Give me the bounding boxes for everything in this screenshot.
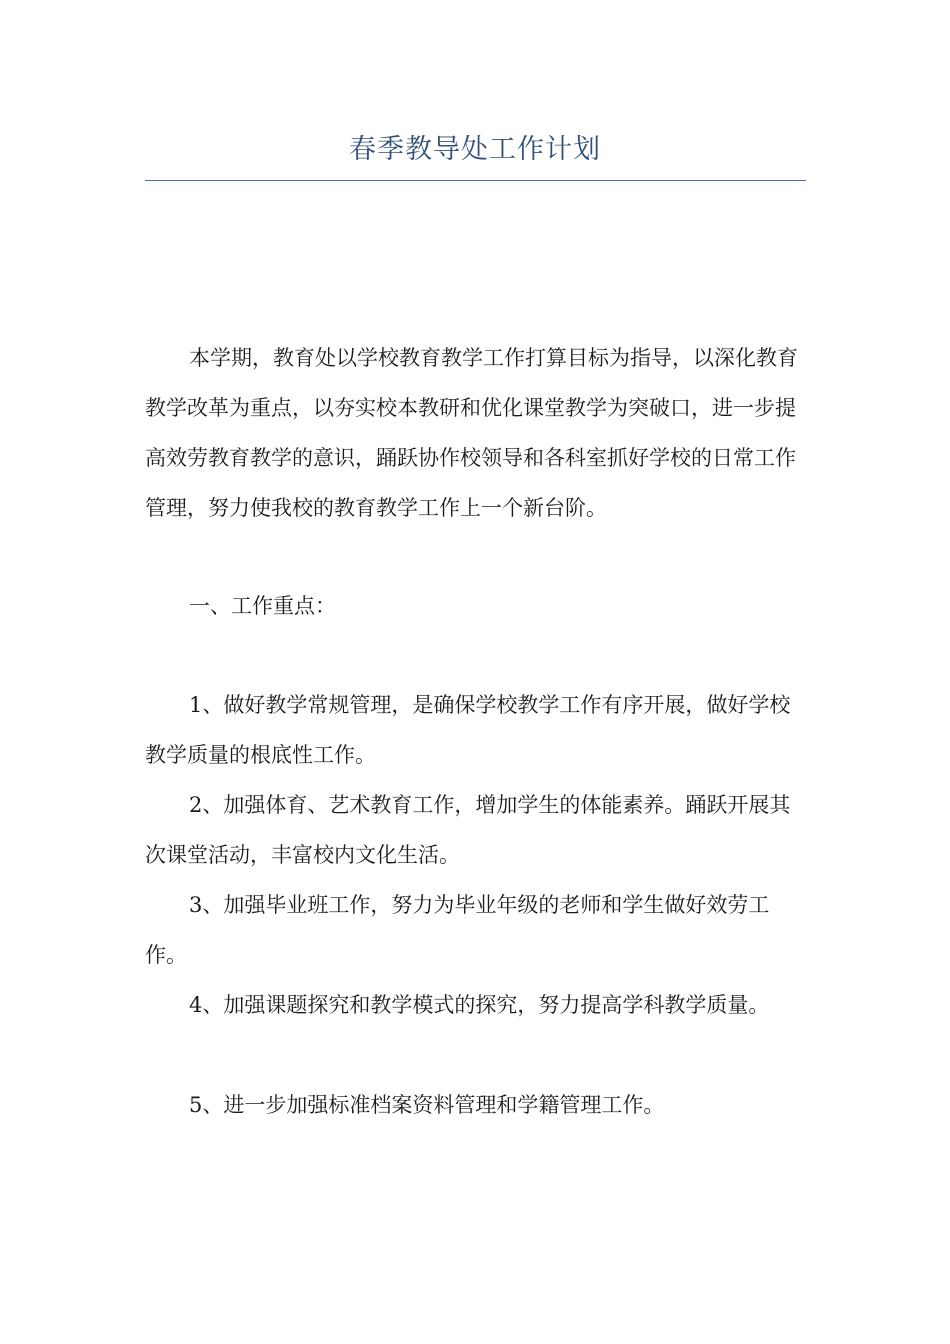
intro-paragraph: 本学期，教育处以学校教育教学工作打算目标为指导，以深化教育教学改革为重点，以夯实校本教研和优化课堂教学为突破口，进一步提高效劳教育教学的意识，踊跃协作校领导和各科室抓好学校的日常工作管理，努力使我校的教育教学工作上一个新台阶。: [145, 346, 798, 520]
list-item: 4、加强课题探究和教学模式的探究，努力提高学科教学质量。: [189, 993, 770, 1017]
list-item: 1、做好教学常规管理，是确保学校教学工作有序开展，做好学校教学质量的根底性工作。: [145, 693, 791, 767]
list-item: 5、进一步加强标准档案资料管理和学籍管理工作。: [189, 1093, 665, 1117]
page-title: 春季教导处工作计划: [349, 134, 601, 165]
section-heading: 一、工作重点：: [189, 594, 336, 618]
list-item: 3、加强毕业班工作，努力为毕业年级的老师和学生做好效劳工作。: [145, 893, 770, 967]
list-item: 2、加强体育、艺术教育工作，增加学生的体能素养。踊跃开展其次课堂活动，丰富校内文化生活。: [145, 793, 791, 867]
title-underline: [145, 180, 806, 181]
